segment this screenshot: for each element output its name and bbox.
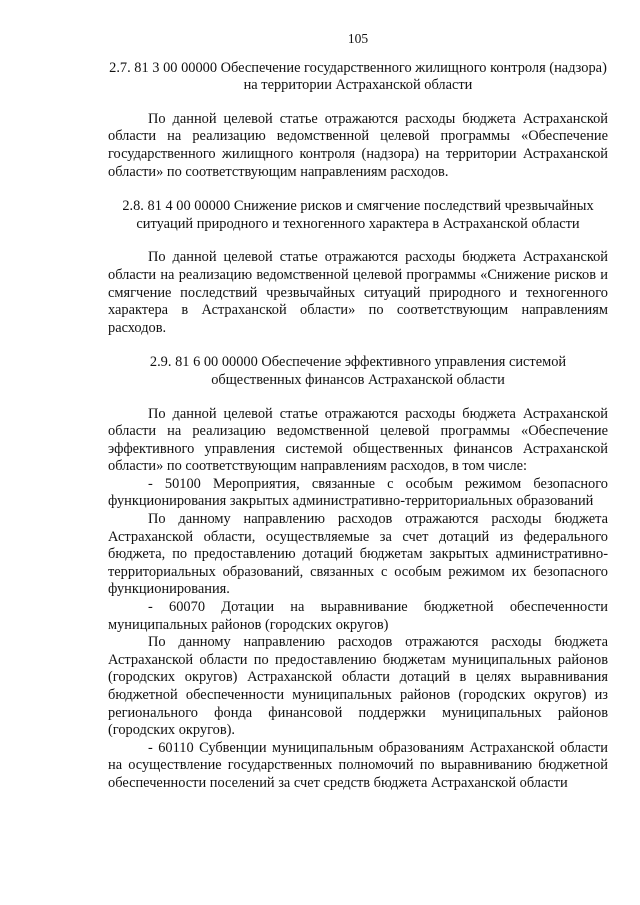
section-heading-2-8: 2.8. 81 4 00 00000 Снижение рисков и смягчение последствий чрезвычайных ситуаций природного и техногенного характера в Астраханской области — [122, 198, 594, 232]
section-2-8-paragraph: По данной целевой статье отражаются расходы бюджета Астраханской области на реализацию ведомственной целевой программы «Снижение рисков и смягчение последствий чрезвычайных ситуаций природного и техногенного характера в Астраханской области» по соответствующим направлениям расходов. — [108, 249, 608, 336]
expense-item-50100-description: По данному направлению расходов отражаются расходы бюджета Астраханской области, осуществляемые за счет дотаций из федерального бюджета, по предоставлению дотаций бюджетам закрытых административно-территориальных образований, связанных с особым режимом их безопасного функционирования. — [108, 511, 608, 598]
spacer — [108, 181, 608, 198]
section-2-9-paragraph-intro: По данной целевой статье отражаются расходы бюджета Астраханской области на реализацию ведомственной целевой программы «Обеспечение эффективного управления системой общественных финансов Астраханской области» по соответствующим направлениям расходов, в том числе: — [108, 405, 608, 475]
section-heading-2-7: 2.7. 81 3 00 00000 Обеспечение государственного жилищного контроля (надзора) на территории Астраханской области — [109, 59, 607, 94]
expense-item-60070-description: По данному направлению расходов отражаются расходы бюджета Астраханской области по предоставлению бюджетам муниципальных районов (городских округов) Астраханской области дотаций в целях выравнивания бюджетной обеспеченности муниципальных районов (городских округов) из регионального фонда финансовой поддержки муниципальных районов (городских округов). — [108, 634, 608, 739]
expense-item-60070: - 60070 Дотации на выравнивание бюджетной обеспеченности муниципальных районов (городских округов) — [108, 599, 608, 633]
expense-item-60110: - 60110 Субвенции муниципальным образованиям Астраханской области на осуществление государственных полномочий по выравниванию бюджетной обеспеченности поселений за счет средств бюджета Астраханской области — [108, 739, 608, 791]
spacer — [108, 337, 608, 354]
section-2-7-paragraph: По данной целевой статье отражаются расходы бюджета Астраханской области на реализацию ведомственной целевой программы «Обеспечение государственного жилищного контроля (надзора) на территории Астраханской области» по соответствующим направлениям расходов. — [108, 110, 608, 180]
document-page — [108, 30, 608, 793]
expense-item-50100: - 50100 Мероприятия, связанные с особым режимом безопасного функционирования закрытых административно-территориальных образований — [108, 475, 608, 510]
page-number: 105 — [347, 31, 369, 46]
section-heading-2-9: 2.9. 81 6 00 00000 Обеспечение эффективного управления системой общественных финансов Астраханской области — [149, 354, 567, 388]
